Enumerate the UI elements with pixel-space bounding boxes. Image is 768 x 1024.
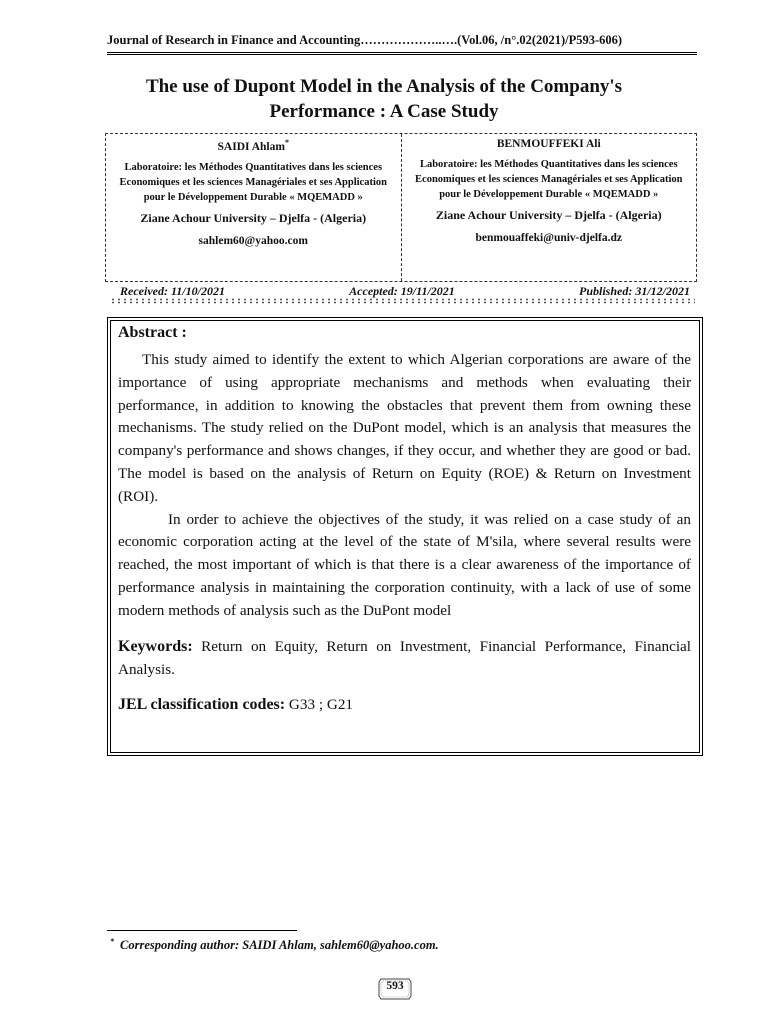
keywords bbox=[118, 635, 691, 681]
author-1-name-text: SAIDI Ahlam bbox=[217, 140, 285, 153]
dotted-divider bbox=[110, 298, 695, 304]
received-date: Received: 11/10/2021 bbox=[120, 284, 225, 298]
submission-dates bbox=[120, 284, 690, 299]
footnote bbox=[110, 937, 439, 953]
keywords-text: Return on Equity, Return on Investment, Financial Performance, Financial Analysis. bbox=[118, 637, 692, 678]
running-header: Journal of Research in Finance and Accounting………………..….(Vol.06, /n°.02(2021)/P593-606) bbox=[107, 33, 623, 47]
keywords-label: Keywords: bbox=[118, 637, 193, 655]
paper-title-line-2: Performance : A Case Study bbox=[269, 101, 499, 122]
author-1 bbox=[106, 134, 401, 281]
footnote-marker: * bbox=[110, 937, 114, 946]
paper-title bbox=[90, 74, 678, 124]
author-1-lab: Laboratoire: les Méthodes Quantitatives dans les sciences Economiques et les sciences Managériales et ses Application pour le Développement Durable « MQEMADD » bbox=[119, 161, 387, 203]
page-number: 593 bbox=[386, 980, 404, 992]
jel-label: JEL classification codes: bbox=[118, 695, 286, 713]
author-2-name: BENMOUFFEKI Ali bbox=[496, 138, 601, 150]
jel-codes bbox=[118, 693, 691, 716]
author-2-university: Ziane Achour University – Djelfa - (Algeria) bbox=[435, 208, 662, 222]
footnote-text: Corresponding author: SAIDI Ahlam, sahlem60@yahoo.com. bbox=[120, 938, 439, 953]
author-1-marker: * bbox=[284, 138, 289, 147]
author-2 bbox=[401, 134, 697, 281]
author-1-email[interactable]: sahlem60@yahoo.com bbox=[198, 234, 308, 247]
author-1-name bbox=[112, 138, 395, 153]
page-number-badge bbox=[377, 976, 413, 1002]
author-2-lab: Laboratoire: les Méthodes Quantitatives dans les sciences Economiques et les sciences Managériales et ses Application pour le Développement Durable « MQEMADD » bbox=[415, 159, 683, 200]
abstract-paragraph-2: In order to achieve the objectives of the study, it was relied on a case study of an economic corporation acting at the level of the state of M'sila, where several results were reached, the most important of which is that there is a clear awareness of the importance of performance analysis in maintaining the corporation continuity, with a lack of use of some modern methods of analysis such as the DuPont model bbox=[118, 510, 691, 619]
author-1-university: Ziane Achour University – Djelfa - (Algeria) bbox=[140, 210, 367, 225]
jel-text: G33 ; G21 bbox=[288, 695, 354, 713]
abstract-box bbox=[107, 317, 703, 756]
abstract-inner bbox=[110, 320, 700, 753]
header-rule bbox=[107, 52, 697, 55]
abstract-heading: Abstract : bbox=[118, 324, 187, 341]
authors-box bbox=[105, 133, 697, 282]
accepted-date: Accepted: 19/11/2021 bbox=[349, 284, 455, 298]
footnote-rule bbox=[107, 930, 297, 931]
author-2-email[interactable]: benmouaffeki@univ-djelfa.dz bbox=[475, 232, 622, 244]
published-date: Published: 31/12/2021 bbox=[578, 284, 690, 298]
paper-title-line-1: The use of Dupont Model in the Analysis of the Company's bbox=[145, 76, 623, 97]
abstract-paragraph-1: This study aimed to identify the extent to which Algerian corporations are aware of the importance of using appropriate mechanisms and methods when evaluating their performance, in addition to knowing the obstacles that prevent them from owning these mechanisms. The study relied on the DuPont model, which is an analysis that measures the company's performance and shows changes, if they occur, and whether they are good or bad. The model is based on the analysis of Return on Equity (ROE) & Return on Investment (ROI). bbox=[118, 351, 691, 505]
